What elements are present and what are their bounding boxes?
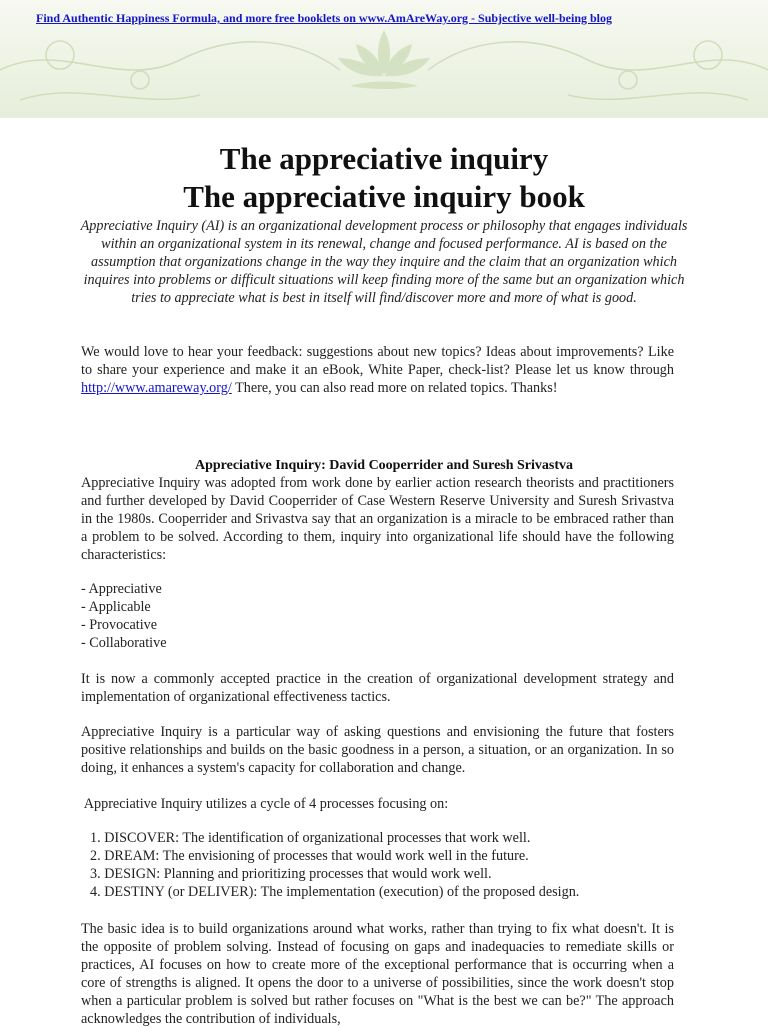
list-item: - Appreciative: [81, 581, 162, 597]
paragraph-basic-idea: The basic idea is to build organizations around what works, rather than trying to fix what doesn't. It is the opposite of problem solving. Instead of focusing on gaps and inadequacies to remediate skills or practices, AI focuses on how to create more of the exceptional performance that is occurring when a core of strengths is aligned. It opens the door to a universe of possibilities, since the work doesn't stop when a particular problem is solved but rather focuses on "What is the best we can be?" The approach acknowledges the contribution of individuals,: [81, 921, 674, 1027]
paragraph-cycle: Appreciative Inquiry utilizes a cycle of 4 processes focusing on:: [81, 796, 449, 812]
section-heading: Appreciative Inquiry: David Cooperrider and Suresh Srivastva: [194, 458, 574, 473]
list-item: 3. DESIGN: Planning and prioritizing processes that would work well.: [90, 866, 492, 882]
intro-paragraph: Appreciative Inquiry (AI) is an organizational development process or philosophy that engages individuals within an organizational system in its renewal, change and focused performance. AI is based on the assumption that organizations change in the way they inquire and the claim that an organization which inquires into problems or difficult situations will keep finding more of the same but an organization which tries to appreciate what is best in itself will find/discover more and more of what is good.: [80, 218, 688, 306]
paragraph-practice: It is now a commonly accepted practice in the creation of organizational development strategy and implementation of organizational effectiveness tactics.: [81, 671, 674, 705]
list-item: 4. DESTINY (or DELIVER): The implementation (execution) of the proposed design.: [90, 884, 580, 900]
list-item: - Provocative: [81, 617, 158, 633]
list-item: - Applicable: [81, 599, 151, 615]
paragraph-definition: Appreciative Inquiry is a particular way of asking questions and envisioning the future that fosters positive relationships and builds on the basic goodness in a person, a situation, or an organization. In so doing, it enhances a system's capacity for collaboration and change.: [81, 724, 674, 776]
paragraph-history: Appreciative Inquiry was adopted from work done by earlier action research theorists and practitioners and further developed by David Cooperrider of Case Western Reserve University and Suresh Srivastva in the 1980s. Cooperrider and Srivastva say that an organization is a miracle to be embraced rather than a problem to be solved. According to them, inquiry into organizational life should have the following characteristics:: [81, 475, 674, 563]
list-item: - Collaborative: [81, 635, 167, 651]
characteristics-list: [81, 580, 167, 652]
list-item: 2. DREAM: The envisioning of processes that would work well in the future.: [90, 848, 529, 864]
header-banner: [0, 0, 768, 118]
page-subtitle: The appreciative inquiry book: [183, 179, 585, 214]
page-title: The appreciative inquiry: [219, 141, 549, 176]
feedback-text-after: There, you can also read more on related topics. Thanks!: [231, 380, 558, 396]
header-link[interactable]: [36, 11, 612, 26]
feedback-link[interactable]: http://www.amareway.org/: [81, 380, 232, 396]
feedback-text-before: We would love to hear your feedback: suggestions about new topics? Ideas about improvements? Like to share your experience and make it an eBook, White Paper, check-list? Please let us know through: [81, 344, 674, 378]
process-list: [90, 829, 579, 901]
header-link-part1[interactable]: Find Authentic Happiness Formula, and more free booklets on www.AmAreWay.org -: [36, 11, 479, 25]
list-item: 1. DISCOVER: The identification of organizational processes that work well.: [90, 830, 531, 846]
feedback-paragraph: [81, 343, 674, 397]
header-link-part2[interactable]: Subjective well-being blog: [478, 11, 613, 25]
